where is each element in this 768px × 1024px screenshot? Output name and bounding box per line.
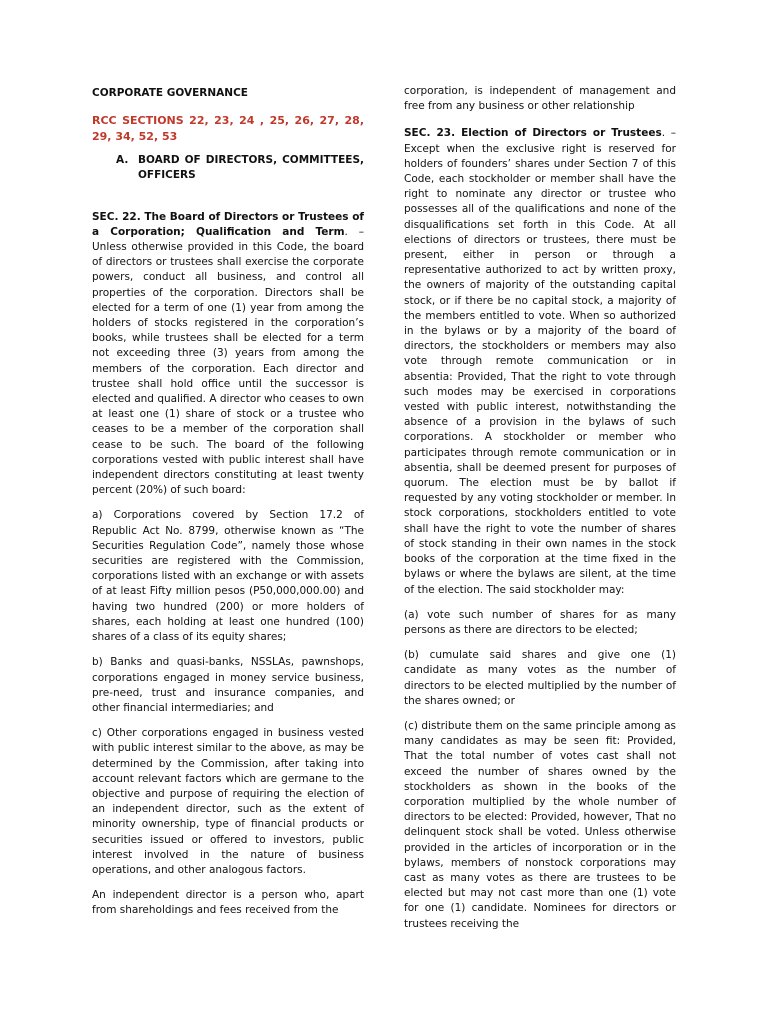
right-column <box>404 84 676 942</box>
sec22-body: Unless otherwise provided in this Code, the board of directors or trustees shall exercise the corporate powers, conduct all business, and control all properties of the corporation. Directors shall be elected for a term of one (1) year from among the holders of stocks registered in the corporation’s books, while trustees shall be elected for a term not exceeding three (3) years from among the members of the corporation. Each director and trustee shall hold office until the successor is elected and qualified. A director who ceases to own at least one (1) share of stock or a trustee who ceases to be a member of the corporation shall cease to be such. The board of the following corporations vested with public interest shall have independent directors constituting at least twenty percent (20%) of such board: <box>92 241 364 497</box>
paragraph-b: b) Banks and quasi-banks, NSSLAs, pawnshops, corporations engaged in money service business, pre-need, trust and insurance companies, and other financial intermediaries; and <box>92 656 364 714</box>
sec23-separator: . – <box>661 127 676 140</box>
document-title: CORPORATE GOVERNANCE <box>92 87 248 99</box>
outline-marker: A. <box>116 154 129 167</box>
paragraph-a: a) Corporations covered by Section 17.2 of Republic Act No. 8799, otherwise known as “The Securities Regulation Code”, namely those whose securities are registered with the Commission, corporations listed with an exchange or with assets of at least Fifty million pesos (P50,000,000.00) and having two hundred (200) or more holders of shares, each holding at least one hundred (100) shares of a class of its equity shares; <box>92 509 364 644</box>
sec23-paragraph <box>404 126 676 597</box>
item-a: (a) vote such number of shares for as many persons as there are directors to be elected; <box>404 608 676 636</box>
sec22-heading: SEC. 22. The Board of Directors or Trustees of a Corporation; Qualification and Term <box>92 210 364 238</box>
continuation-paragraph: corporation, is independent of management and free from any business or other relationship <box>404 85 676 113</box>
item-c: (c) distribute them on the same principle among as many candidates as may be seen fit: Provided, That the total number of votes cast shall not exceed the number of shares owned by the stockholders as shown in the books of the corporation multiplied by the whole number of directors to be elected: Provided, however, That no delinquent stock shall be voted. Unless otherwise provided in the articles of incorporation or in the bylaws, members of nonstock corporations may cast as many votes as there are trustees to be elected but may not cast more than one (1) vote for one (1) candidate. Nominees for directors or trustees receiving the <box>404 719 676 930</box>
rcc-sections-heading: RCC SECTIONS 22, 23, 24 , 25, 26, 27, 28, 29, 34, 52, 53 <box>92 114 364 144</box>
left-column <box>92 84 364 929</box>
item-b: (b) cumulate said shares and give one (1) candidate as many votes as the number of directors to be elected multiplied by the number of the shares owned; or <box>404 649 676 707</box>
sec22-paragraph <box>92 210 364 499</box>
paragraph-independent-director: An independent director is a person who, apart from shareholdings and fees received from the <box>92 889 364 917</box>
paragraph-c: c) Other corporations engaged in business vested with public interest similar to the above, as may be determined by the Commission, after taking into account relevant factors which are germane to the objective and purpose of requiring the election of an independent director, such as the extent of minority ownership, type of financial products or securities issued or offered to investors, public interest involved in the nature of business operations, and other analogous factors. <box>92 727 364 876</box>
outline-item-a <box>92 153 364 183</box>
sec23-body: Except when the exclusive right is reserved for holders of founders’ shares under Section 7 of this Code, each stockholder or member shall have the right to nominate any director or trustee who possesses all of the qualifications and none of the disqualifications set forth in this Code. At all elections of directors or trustees, there must be present, either in person or through a representative authorized to act by written proxy, the owners of majority of the outstanding capital stock, or if there be no capital stock, a majority of the members entitled to vote. When so authorized in the bylaws or by a majority of the board of directors, the stockholders or members may also vote through remote communication or in absentia: Provided, That the right to vote through such modes may be exercised in corporations vested with public interest, notwithstanding the absence of a provision in the bylaws of such corporations. A stockholder or member who participates through remote communication or in absentia, shall be deemed present for purposes of quorum. The election must be by ballot if requested by any voting stockholder or member. In stock corporations, stockholders entitled to vote shall have the right to vote the number of shares of stock standing in their own names in the stock books of the corporation at the time fixed in the bylaws or where the bylaws are silent, at the time of the election. The said stockholder may: <box>404 142 676 596</box>
outline-text: BOARD OF DIRECTORS, COMMITTEES, OFFICERS <box>138 154 364 182</box>
sec22-separator: . – <box>344 225 364 238</box>
sec23-heading: SEC. 23. Election of Directors or Trustees <box>404 127 662 140</box>
